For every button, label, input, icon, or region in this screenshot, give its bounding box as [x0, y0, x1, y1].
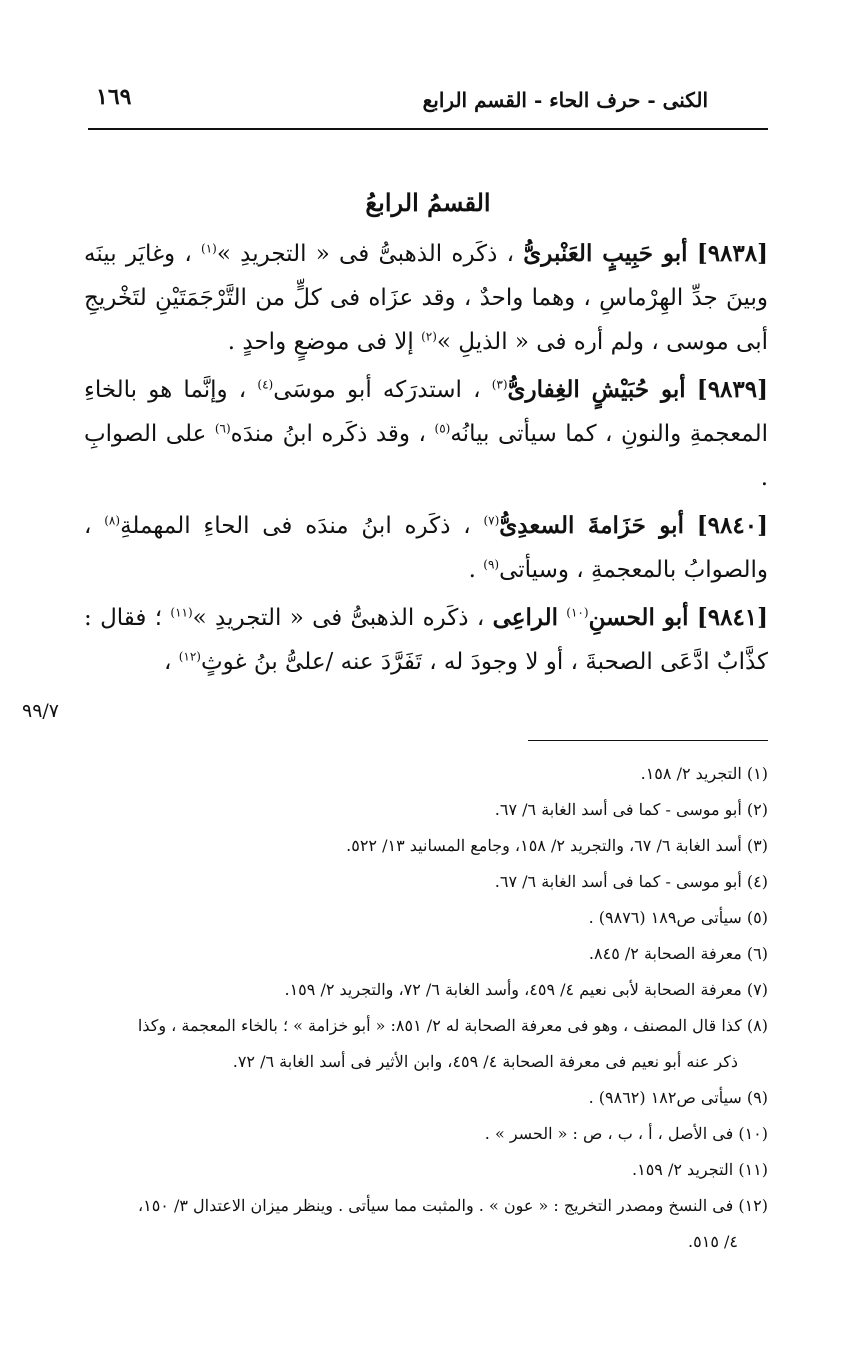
running-header — [88, 78, 768, 122]
entry-text: ، ذكَره الذهبىُّ فى « التجريدِ » — [216, 241, 515, 267]
footnote — [78, 972, 768, 1008]
entry-number: [٩٨٤٠] — [696, 512, 768, 539]
footnote-number: (٢) — [746, 800, 768, 819]
entry-text: ، — [163, 649, 172, 675]
entry-9841 — [84, 596, 768, 684]
footnote — [78, 936, 768, 972]
footnote — [78, 1188, 768, 1224]
footnotes-rule — [528, 740, 768, 741]
footnote — [78, 792, 768, 828]
entry-9838 — [84, 232, 768, 364]
entry-9840 — [84, 504, 768, 592]
footnote — [78, 828, 768, 864]
footnote-ref[interactable]: (٥) — [434, 421, 451, 436]
footnote-text: فى الأصل ، أ ، ب ، ص : « الحسر » . — [484, 1124, 734, 1143]
footnote-text: أبو موسى - كما فى أسد الغابة ٦/ ٦٧. — [494, 872, 742, 891]
entry-text: ؛ فقال : كذَّابٌ ادَّعَى الصحبةَ ، أو لا وجودَ له ، تَفَرَّدَ عنه /علىُّ بنُ غوثٍ — [84, 605, 768, 675]
footnote-ref[interactable]: (١) — [201, 241, 217, 256]
entry-text: ، وغايَر بينَه وبينَ جدِّ الهِرْماسِ ، وهما واحدٌ ، وقد عزَاه فى كلٍّ من التَّرْجَمَتَيْنِ لتَخْريجِ أبى موسى ، ولم أره فى « الذيلِ » — [84, 241, 768, 355]
footnote — [78, 900, 768, 936]
footnote-ref[interactable]: (١١) — [170, 605, 193, 620]
entry-9839 — [84, 368, 768, 500]
entry-text: ، ذكَره الذهبىُّ فى « التجريدِ » — [192, 605, 485, 631]
footnote — [78, 1152, 768, 1188]
section-title: القسمُ الرابعُ — [365, 188, 491, 217]
footnote-ref[interactable]: (٧) — [483, 513, 500, 528]
entry-text: إلا فى موضعٍ واحدٍ . — [227, 329, 414, 355]
footnote-number: (١٠) — [738, 1124, 768, 1143]
footnote — [78, 1008, 768, 1044]
margin-reference: ٩٩/٧ — [22, 700, 60, 722]
footnote-ref[interactable]: (٩) — [483, 557, 500, 572]
footnote — [78, 864, 768, 900]
footnote-number: (٣) — [746, 836, 768, 855]
footnote-number: (٧) — [746, 980, 768, 999]
footnote-ref[interactable]: (٣) — [491, 377, 508, 392]
footnote-text: أبو موسى - كما فى أسد الغابة ٦/ ٦٧. — [494, 800, 742, 819]
footnote-number: (٤) — [746, 872, 768, 891]
footnote-continuation: ٤/ ٥١٥. — [688, 1232, 738, 1251]
footnote-ref[interactable]: (١٠) — [566, 605, 589, 620]
footnote-text: كذا قال المصنف ، وهو فى معرفة الصحابة له ٢/ ٨٥١: « أبو خزامة » ؛ بالخاء المعجمة ، وكذا — [137, 1016, 742, 1035]
footnote-text: معرفة الصحابة ٢/ ٨٤٥. — [588, 944, 742, 963]
entry-text: . — [468, 557, 476, 583]
footnote-text: التجريد ٢/ ١٥٩. — [632, 1160, 734, 1179]
footnote — [78, 1080, 768, 1116]
footnote-text: فى النسخ ومصدر التخريج : « عون » . والمثبت مما سيأتى . وينظر ميزان الاعتدال ٣/ ١٥٠، — [137, 1196, 734, 1215]
entry-number: [٩٨٤١] — [696, 604, 769, 631]
entry-text: ، وإنَّما هو بالخاءِ المعجمةِ والنونِ ، كما سيأتى بيانُه — [84, 377, 769, 447]
entry-name-continued: الراعِى — [492, 604, 558, 631]
footnote-number: (١١) — [738, 1160, 768, 1179]
footnote-ref[interactable]: (١٢) — [178, 649, 201, 664]
footnote-ref[interactable]: (٦) — [214, 421, 231, 436]
header-rule — [88, 128, 768, 130]
footnote — [78, 756, 768, 792]
footnote-text: أسد الغابة ٦/ ٦٧، والتجريد ٢/ ١٥٨، وجامع المسانيد ١٣/ ٥٢٢. — [346, 836, 742, 855]
entry-text: ، والصوابُ بالمعجمةِ ، وسيأتى — [84, 513, 768, 583]
entry-name: أبو الحسنِ — [588, 604, 689, 631]
footnote-text: سيأتى ص١٨٩ (٩٨٧٦) . — [588, 908, 742, 927]
footnote — [78, 1116, 768, 1152]
footnote-number: (٩) — [746, 1088, 768, 1107]
entry-name: أبو حَبِيبٍ العَنْبرىُّ — [523, 240, 688, 267]
entry-text: ، ذكَره ابنُ مندَه فى الحاءِ المهملةِ — [120, 513, 471, 539]
body-text — [84, 232, 768, 688]
footnote-ref[interactable]: (٢) — [421, 329, 437, 344]
footnote-ref[interactable]: (٨) — [104, 513, 121, 528]
entry-text: على الصوابِ . — [84, 421, 768, 491]
footnote-text: سيأتى ص١٨٢ (٩٨٦٢) . — [588, 1088, 742, 1107]
footnote-number: (٨) — [746, 1016, 768, 1035]
footnote-number: (٦) — [746, 944, 768, 963]
footnote-number: (٥) — [746, 908, 768, 927]
footnote-number: (١٢) — [738, 1196, 768, 1215]
entry-name: أبو حَزَامةَ السعدِىُّ — [499, 512, 684, 539]
footnote-text: معرفة الصحابة لأبى نعيم ٤/ ٤٥٩، وأسد الغابة ٦/ ٧٢، والتجريد ٢/ ١٥٩. — [284, 980, 742, 999]
footnote-ref[interactable]: (٤) — [257, 377, 274, 392]
footnote-continuation: ذكر عنه أبو نعيم فى معرفة الصحابة ٤/ ٤٥٩، وابن الأثير فى أسد الغابة ٦/ ٧٢. — [232, 1052, 738, 1071]
entry-name: أبو حُبَيْشٍ الغِفارىُّ — [507, 376, 686, 403]
running-header-title: الكنى - حرف الحاء - القسم الرابع — [422, 88, 708, 112]
entry-number: [٩٨٣٨] — [696, 240, 769, 267]
entry-text: ، استدرَكه أبو موسَى — [273, 377, 481, 403]
footnotes — [78, 756, 768, 1260]
entry-number: [٩٨٣٩] — [696, 376, 768, 403]
page-number: ١٦٩ — [96, 84, 132, 110]
footnote-text: التجريد ٢/ ١٥٨. — [640, 764, 742, 783]
footnote-number: (١) — [746, 764, 768, 783]
entry-text: ، وقد ذكَره ابنُ مندَه — [230, 421, 426, 447]
